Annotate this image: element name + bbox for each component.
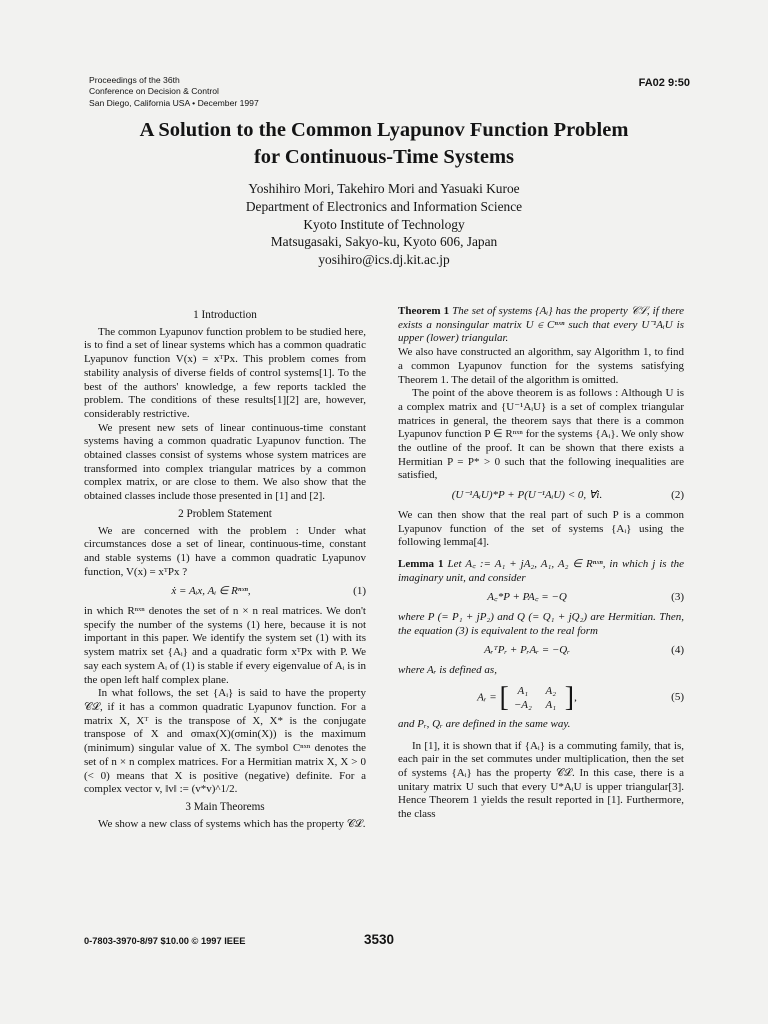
copyright-line: 0-7803-3970-8/97 $10.00 © 1997 IEEE xyxy=(84,936,246,946)
left-column xyxy=(84,305,366,831)
lemma-1 xyxy=(398,558,684,585)
right-column xyxy=(398,305,684,822)
equation-4-number: (4) xyxy=(671,644,684,657)
author-institute: Kyoto Institute of Technology xyxy=(303,216,465,232)
intro-paragraph-2: We present new sets of linear continuous-time constant systems having a common quadratic Lyapunov function. The obtained classes consist of systems whose system matrices are transformed into complex triangular matrices by a common complex matrix, or are close to them. We also show that the obtained classes include those presented in [1] and [2]. xyxy=(84,421,366,503)
header-line-2: Conference on Decision & Control xyxy=(89,86,219,97)
algorithm-paragraph: We also have constructed an algorithm, say Algorithm 1, to find a common Lyapunov function for the systems satisfying Theorem 1. The detail of the algorithm is omitted. xyxy=(398,346,684,386)
section-3-heading: 3 Main Theorems xyxy=(185,800,265,813)
equation-2-number: (2) xyxy=(671,489,684,502)
left-bracket: [ xyxy=(499,681,509,713)
equation-3 xyxy=(398,591,684,605)
header-line-1: Proceedings of the 36th xyxy=(89,75,180,85)
equation-2-body: (U⁻¹AᵢU)*P + P(U⁻¹AᵢU) < 0, ∀i. xyxy=(451,489,603,502)
lemma-1-where: where Aᵣ is defined as, xyxy=(398,664,497,677)
real-part-paragraph: We can then show that the real part of such P is a common Lyapunov function of the set of systems {Aᵢ} using the following lemma[4]. xyxy=(398,508,684,549)
matrix-cell-11: A₁ xyxy=(517,684,529,697)
equation-1-number: (1) xyxy=(353,585,366,598)
author-department: Department of Electronics and Information Science xyxy=(245,198,523,214)
conference-header xyxy=(89,75,389,109)
equation-5-body: Aᵣ = [ A₁ A₂ −A₂ A₁ ] , xyxy=(477,681,577,713)
equation-3-body: A꜀*P + PA꜀ = −Q xyxy=(487,591,567,604)
author-names: Yoshihiro Mori, Takehiro Mori and Yasuaki Kuroe xyxy=(248,181,520,196)
theorem-1-label: Theorem 1 xyxy=(398,305,450,317)
equation-3-number: (3) xyxy=(671,591,684,604)
section-2-heading: 2 Problem Statement xyxy=(178,507,272,520)
theorems-paragraph-1: We show a new class of systems which has the property 𝒞ℒ. xyxy=(98,817,366,830)
title-line-1: A Solution to the Common Lyapunov Function Problem xyxy=(139,119,629,141)
equation-4 xyxy=(398,644,684,658)
matrix-cell-21: −A₂ xyxy=(513,698,532,711)
theorem-1 xyxy=(398,305,684,346)
title-line-2: for Continuous-Time Systems xyxy=(253,146,515,168)
equation-4-body: AᵣᵀPᵣ + PᵣAᵣ = −Qᵣ xyxy=(484,644,570,657)
section-1-heading: 1 Introduction xyxy=(193,309,257,321)
lemma-1-text: Let A꜀ := A₁ + jA₂, A₁, A₂ ∈ Rⁿˣⁿ, in which j is the imaginary unit, and consider xyxy=(398,557,685,584)
equation-5-lhs: Aᵣ = xyxy=(477,691,497,704)
lemma-1-continued: where P (= P₁ + jP₂) and Q (= Q₁ + jQ₂) are Hermitian. Then, the equation (3) is equivalent to the real form xyxy=(398,611,684,637)
block-matrix xyxy=(499,681,575,713)
page-number: 3530 xyxy=(364,932,395,947)
equation-5 xyxy=(398,681,684,713)
matrix-cell-12: A₂ xyxy=(545,684,557,697)
paper-title xyxy=(60,117,708,171)
equation-1 xyxy=(84,585,366,599)
theorem-1-text: The set of systems {Aᵢ} has the property 𝒞ℒ, if there exists a nonsingular matrix U ∈ Cⁿˣⁿ such that every U⁻¹AᵢU is upper (lower) triangular. xyxy=(398,305,684,345)
author-email: yosihiro@ics.dj.kit.ac.jp xyxy=(318,252,450,268)
right-bracket: ] xyxy=(564,681,575,713)
matrix-cell-22: A₁ xyxy=(545,698,557,711)
matrix-grid xyxy=(509,685,565,711)
equation-5-number: (5) xyxy=(671,691,684,704)
author-block xyxy=(80,180,688,269)
header-line-3: San Diego, California USA • December 1997 xyxy=(89,97,259,108)
intro-paragraph-1: The common Lyapunov function problem to be studied here, is to find a set of linear systems which has a common quadratic Lyapunov function V(x) = xᵀPx. This problem comes from stability analysis of diverse fields of control systems[1]. To the best of the authors' knowledge, a few reports tackled the problem. The conditions of these results[1][2] are, however, considerably restrictive. xyxy=(84,325,366,420)
commuting-family-paragraph: In [1], it is shown that if {Aᵢ} is a commuting family, that is, each pair in the set commutes under multiplication, then the set of systems {Aᵢ} has the property 𝒞ℒ. In this case, there is a unitary matrix U such that every U*AᵢU is upper triangular[3]. Hence Theorem 1 yields the result reported in [1]. Furthermore, the class xyxy=(398,739,684,821)
problem-paragraph-1: We are concerned with the problem : Under what circumstances dose a set of linear, continuous-time, constant and stable systems (1) have a common quadratic Lyapunov function, V(x) = xᵀPx ? xyxy=(84,524,366,578)
problem-paragraph-2: in which Rⁿˣⁿ denotes the set of n × n real matrices. We don't specify the number of the systems (1) here, because it is not important in this paper. We identify the system set (1) with its system matrix set {Aᵢ} and a quadratic form xᵀPx with P. We say each system Aᵢ of (1) is stable if every eigenvalue of Aᵢ is in the open left half complex plane. xyxy=(84,605,366,686)
problem-paragraph-3: In what follows, the set {Aᵢ} is said to have the property 𝒞ℒ, if it has a common quadratic Lyapunov function. For a matrix X, Xᵀ is the transpose of X, X* is the conjugate transpose of X and σmax(X)(σmin(X)) is the maximum (minimum) singular value of X. The symbol Cⁿˣⁿ denotes the set of n × n complex matrices. For a Hermitian matrix X, X > 0 (< 0) means that X is positive (negative) definite. For a complex vector v, ‖v‖ := (v*v)^1/2. xyxy=(84,687,366,796)
lemma-1-label: Lemma 1 xyxy=(398,557,444,570)
author-address: Matsugasaki, Sakyo-ku, Kyoto 606, Japan xyxy=(270,234,498,250)
session-code: FA02 9:50 xyxy=(638,77,690,89)
equation-2 xyxy=(398,489,684,503)
equation-1-body: ẋ = Aᵢx, Aᵢ ∈ Rⁿˣⁿ, xyxy=(171,585,251,598)
lemma-1-conclusion: and Pᵣ, Qᵣ are defined in the same way. xyxy=(398,717,571,730)
proof-outline-paragraph: The point of the above theorem is as follows : Although U is a complex matrix and {U⁻¹AᵢU} is a set of complex triangular matrices in general, the theorem says that there is a common Lyapunov function P ∈ Rⁿˣⁿ for the systems {Aᵢ}. We only show the outline of the proof. It can be shown that there exists a Hermitian P = P* > 0 such that the following inequalities are satisfied, xyxy=(398,387,684,482)
